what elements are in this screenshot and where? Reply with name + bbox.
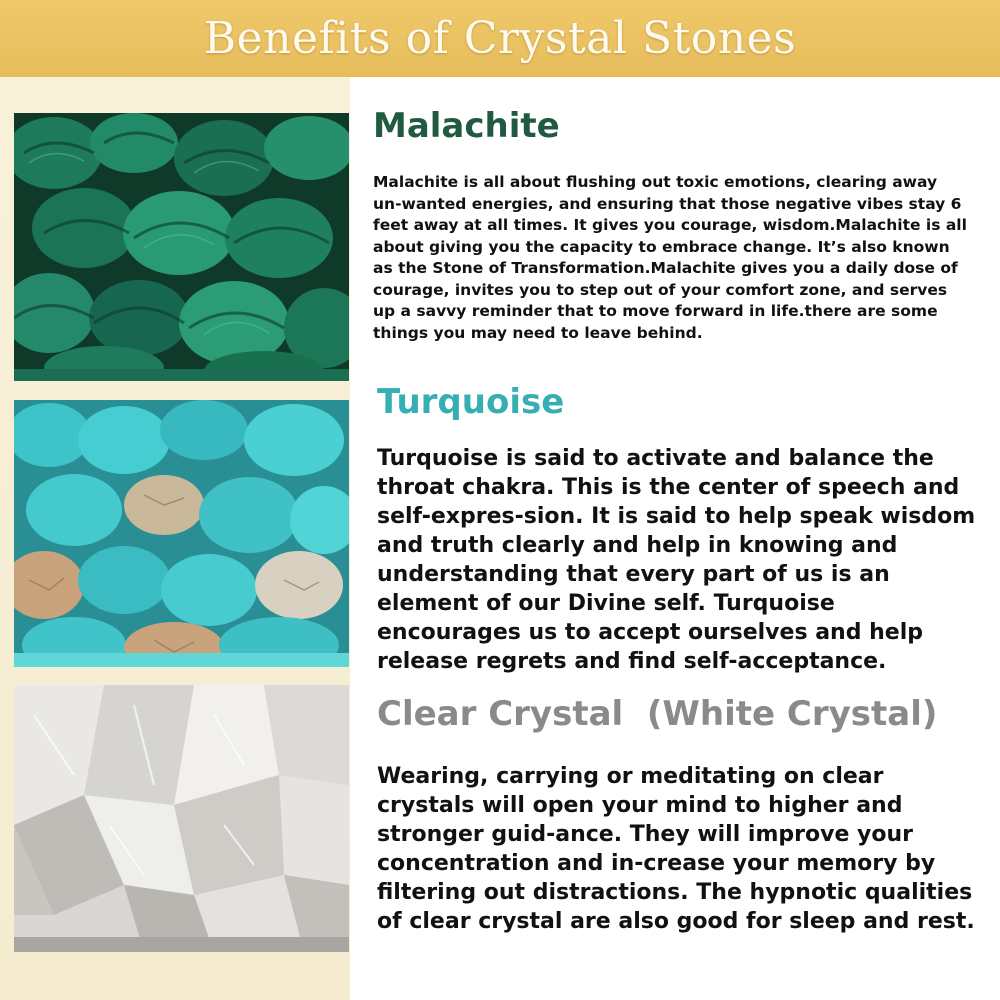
turquoise-stones-photo <box>14 400 349 667</box>
stone-heading: Malachite <box>373 106 560 146</box>
malachite-stones-photo <box>14 113 349 381</box>
stone-section-malachite <box>373 104 973 344</box>
stone-section-clear-crystal <box>377 692 977 936</box>
stone-description: Turquoise is said to activate and balance the throat chakra. This is the center of speech and self-expres-sion. It is said to help speak wisdom and truth clearly and help in knowing and understanding that every part of us is an element of our Divine self. Turquoise encourages us to accept ourselves and help release regrets and find self-acceptance. <box>377 446 976 674</box>
stone-description: Wearing, carrying or meditating on clear crystals will open your mind to higher and stronger guid-ance. They will improve your concentration and in-crease your memory by filtering out distractions. The hypnotic qualities of clear crystal are also good for sleep and rest. <box>377 764 975 934</box>
stone-description: Malachite is all about flushing out toxic emotions, clearing away un-wanted energies, and ensuring that those negative vibes stay 6 feet away at all times. It gives you courage, wisdom.Malachite is all about giving you the capacity to embrace change. It’s also known as the Stone of Transformation.Malachite gives you a daily dose of courage, invites you to step out of your comfort zone, and serves up a savvy reminder that to move forward in life.there are some things you may need to leave behind. <box>373 173 967 342</box>
page-title: Benefits of Crystal Stones <box>203 13 797 64</box>
clear-crystal-photo <box>14 685 349 952</box>
stone-heading: Clear Crystal (White Crystal) <box>377 694 938 734</box>
stone-heading: Turquoise <box>377 382 565 422</box>
stone-section-turquoise <box>377 380 977 676</box>
title-banner <box>0 0 1000 77</box>
